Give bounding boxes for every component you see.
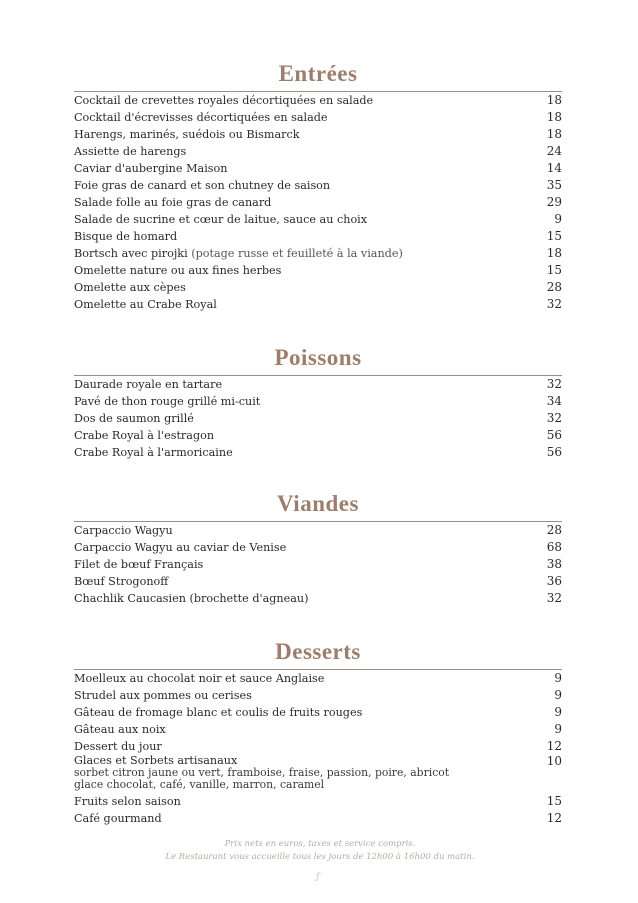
item-description: sorbet citron jaune ou vert, framboise, fraise, passion, poire, abricot bbox=[74, 766, 450, 779]
item-note: (potage russe et feuilleté à la viande) bbox=[191, 247, 403, 260]
item-price: 38 bbox=[546, 557, 562, 571]
item-name: Salade de sucrine et cœur de laitue, sauce au choix bbox=[74, 213, 368, 226]
item-name: Café gourmand bbox=[74, 812, 162, 825]
item-name: Bœuf Strogonoff bbox=[74, 575, 169, 588]
item-price: 12 bbox=[546, 811, 562, 825]
menu-item bbox=[74, 177, 562, 194]
footer-note-2: Le Restaurant vous accueille tous les jours de 12h00 à 16h00 du matin. bbox=[165, 852, 475, 862]
item-name: Dessert du jour bbox=[74, 740, 162, 753]
menu-item bbox=[74, 393, 562, 410]
menu-item bbox=[74, 376, 562, 393]
item-price: 10 bbox=[546, 754, 562, 768]
section-title: Viandes bbox=[277, 491, 359, 516]
item-price: 18 bbox=[546, 93, 562, 107]
footer-note-1: Prix nets en euros, taxes et service compris. bbox=[224, 839, 416, 849]
menu-item bbox=[74, 279, 562, 296]
item-name-group bbox=[74, 245, 403, 262]
item-price: 15 bbox=[546, 794, 562, 808]
item-price: 9 bbox=[554, 722, 562, 736]
item-price: 36 bbox=[546, 574, 562, 588]
item-name: Assiette de harengs bbox=[74, 145, 187, 158]
menu-item bbox=[74, 522, 562, 539]
menu-item bbox=[74, 793, 562, 810]
item-name: Bortsch avec pirojki bbox=[74, 247, 188, 260]
menu-item bbox=[74, 92, 562, 109]
item-price: 24 bbox=[546, 144, 562, 158]
item-name: Gâteau aux noix bbox=[74, 723, 166, 736]
item-price: 15 bbox=[546, 263, 562, 277]
menu-item bbox=[74, 704, 562, 721]
item-name: Omelette nature ou aux fines herbes bbox=[74, 264, 282, 277]
item-name: Salade folle au foie gras de canard bbox=[74, 196, 272, 209]
menu-item bbox=[74, 687, 562, 704]
menu-item bbox=[74, 109, 562, 126]
item-name: Strudel aux pommes ou cerises bbox=[74, 689, 252, 702]
item-price: 18 bbox=[546, 110, 562, 124]
item-name: Glaces et Sorbets artisanaux bbox=[74, 754, 238, 767]
item-price: 15 bbox=[546, 229, 562, 243]
item-price: 28 bbox=[546, 280, 562, 294]
menu-item bbox=[74, 211, 562, 228]
item-name: Bisque de homard bbox=[74, 230, 178, 243]
item-list bbox=[74, 92, 562, 313]
item-price: 35 bbox=[546, 178, 562, 192]
item-name: Filet de bœuf Français bbox=[74, 558, 204, 571]
item-price: 34 bbox=[546, 394, 562, 408]
item-price: 18 bbox=[546, 127, 562, 141]
item-price: 12 bbox=[546, 739, 562, 753]
item-name: Omelette aux cèpes bbox=[74, 281, 186, 294]
item-name: Harengs, marinés, suédois ou Bismarck bbox=[74, 128, 300, 141]
item-name: Daurade royale en tartare bbox=[74, 378, 223, 391]
menu-item bbox=[74, 810, 562, 827]
menu-item bbox=[74, 590, 562, 607]
item-name: Omelette au Crabe Royal bbox=[74, 298, 217, 311]
menu-item bbox=[74, 245, 562, 262]
item-price: 32 bbox=[546, 411, 562, 425]
item-name: Chachlik Caucasien (brochette d'agneau) bbox=[74, 592, 309, 605]
item-name: Fruits selon saison bbox=[74, 795, 181, 808]
item-price: 9 bbox=[554, 688, 562, 702]
item-name: Dos de saumon grillé bbox=[74, 412, 194, 425]
menu-item bbox=[74, 262, 562, 279]
item-name: Foie gras de canard et son chutney de saison bbox=[74, 179, 331, 192]
item-list bbox=[74, 670, 562, 827]
menu-item bbox=[74, 556, 562, 573]
item-name: Cocktail de crevettes royales décortiquées en salade bbox=[74, 94, 374, 107]
menu-item bbox=[74, 444, 562, 461]
section-title: Entrées bbox=[278, 61, 358, 86]
item-price: 9 bbox=[554, 705, 562, 719]
item-price: 29 bbox=[546, 195, 562, 209]
menu-item bbox=[74, 143, 562, 160]
section-title: Desserts bbox=[275, 639, 361, 664]
page-mark: ƒ bbox=[316, 872, 320, 882]
menu-item bbox=[74, 539, 562, 556]
menu-item bbox=[74, 427, 562, 444]
menu-item bbox=[74, 228, 562, 245]
item-price: 18 bbox=[546, 246, 562, 260]
menu-item bbox=[74, 194, 562, 211]
item-name: Carpaccio Wagyu au caviar de Venise bbox=[74, 541, 287, 554]
menu-item bbox=[74, 721, 562, 738]
item-list bbox=[74, 376, 562, 461]
item-name: Pavé de thon rouge grillé mi-cuit bbox=[74, 395, 261, 408]
item-name: Moelleux au chocolat noir et sauce Anglaise bbox=[74, 672, 325, 685]
item-name: Crabe Royal à l'armoricaine bbox=[74, 446, 233, 459]
item-price: 56 bbox=[546, 428, 562, 442]
menu-item bbox=[74, 573, 562, 590]
item-price: 9 bbox=[554, 671, 562, 685]
menu-item bbox=[74, 296, 562, 313]
menu-item bbox=[74, 670, 562, 687]
item-price: 32 bbox=[546, 377, 562, 391]
item-price: 32 bbox=[546, 591, 562, 605]
item-list bbox=[74, 522, 562, 607]
menu-item bbox=[74, 410, 562, 427]
item-price: 32 bbox=[546, 297, 562, 311]
item-name: Caviar d'aubergine Maison bbox=[74, 162, 228, 175]
item-price: 56 bbox=[546, 445, 562, 459]
item-price: 68 bbox=[546, 540, 562, 554]
item-price: 14 bbox=[546, 161, 562, 175]
item-name: Cocktail d'écrevisses décortiquées en salade bbox=[74, 111, 328, 124]
section-title: Poissons bbox=[274, 345, 362, 370]
item-name: Carpaccio Wagyu bbox=[74, 524, 173, 537]
item-name: Crabe Royal à l'estragon bbox=[74, 429, 215, 442]
menu-item bbox=[74, 126, 562, 143]
menu-item bbox=[74, 160, 562, 177]
item-price: 28 bbox=[546, 523, 562, 537]
item-price: 9 bbox=[554, 212, 562, 226]
item-name: Gâteau de fromage blanc et coulis de fruits rouges bbox=[74, 706, 363, 719]
menu-item bbox=[74, 738, 562, 755]
item-description: glace chocolat, café, vanille, marron, caramel bbox=[74, 777, 325, 791]
